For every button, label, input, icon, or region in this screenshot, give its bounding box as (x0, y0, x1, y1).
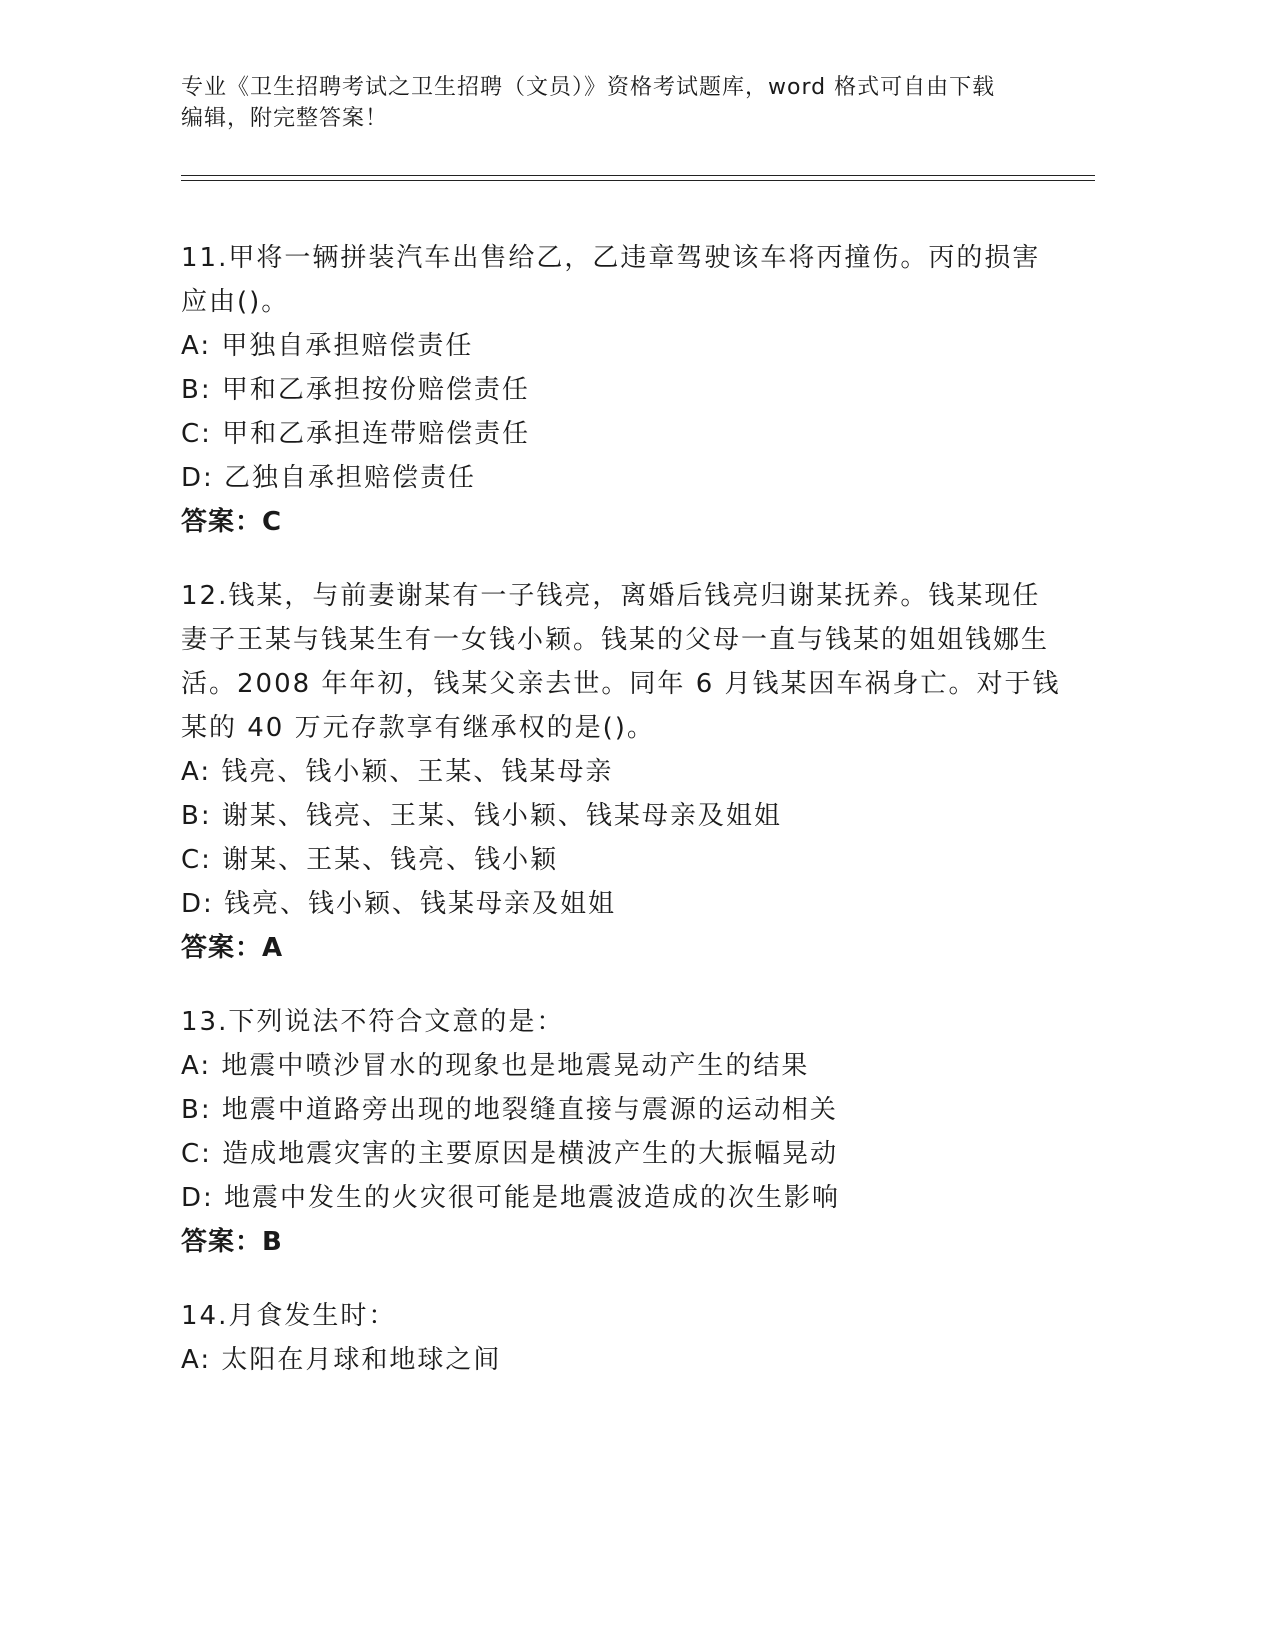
answer: 答案：B (181, 1227, 283, 1257)
question-list (181, 236, 1061, 1412)
answer: 答案：C (181, 507, 283, 537)
question-text: 12.钱某，与前妻谢某有一子钱亮，离婚后钱亮归谢某抚养。钱某现任妻子王某与钱某生有一女钱小颖。钱某的父母一直与钱某的姐姐钱娜生活。2008 年年初，钱某父亲去世。同年 6 月钱某因车祸身亡。对于钱某的 40 万元存款享有继承权的是()。 (181, 581, 1061, 743)
header-divider-bottom (181, 180, 1095, 181)
option-c: C: 谢某、王某、钱亮、钱小颖 (181, 845, 559, 875)
document-header (181, 72, 1061, 134)
option-c: C: 甲和乙承担连带赔偿责任 (181, 419, 531, 449)
option-a: A: 太阳在月球和地球之间 (181, 1345, 502, 1375)
option-a: A: 甲独自承担赔偿责任 (181, 331, 474, 361)
header-line-2: 编辑，附完整答案！ (181, 106, 389, 131)
header-line-1: 专业《卫生招聘考试之卫生招聘（文员）》资格考试题库，word 格式可自由下载 (181, 75, 996, 100)
question-13 (181, 1000, 1061, 1264)
option-d: D: 地震中发生的火灾很可能是地震波造成的次生影响 (181, 1183, 841, 1213)
option-a: A: 地震中喷沙冒水的现象也是地震晃动产生的结果 (181, 1051, 810, 1081)
option-b: B: 谢某、钱亮、王某、钱小颖、钱某母亲及姐姐 (181, 801, 782, 831)
option-a: A: 钱亮、钱小颖、王某、钱某母亲 (181, 757, 614, 787)
option-d: D: 钱亮、钱小颖、钱某母亲及姐姐 (181, 889, 617, 919)
question-12 (181, 574, 1061, 970)
answer: 答案：A (181, 933, 284, 963)
question-14 (181, 1294, 1061, 1382)
question-text: 11.甲将一辆拼装汽车出售给乙，乙违章驾驶该车将丙撞伤。丙的损害应由()。 (181, 243, 1041, 317)
header-divider-top (181, 175, 1095, 176)
option-b: B: 地震中道路旁出现的地裂缝直接与震源的运动相关 (181, 1095, 838, 1125)
question-text: 13.下列说法不符合文意的是： (181, 1007, 565, 1037)
question-11 (181, 236, 1061, 544)
option-d: D: 乙独自承担赔偿责任 (181, 463, 477, 493)
question-text: 14.月食发生时： (181, 1301, 397, 1331)
option-c: C: 造成地震灾害的主要原因是横波产生的大振幅晃动 (181, 1139, 839, 1169)
option-b: B: 甲和乙承担按份赔偿责任 (181, 375, 530, 405)
